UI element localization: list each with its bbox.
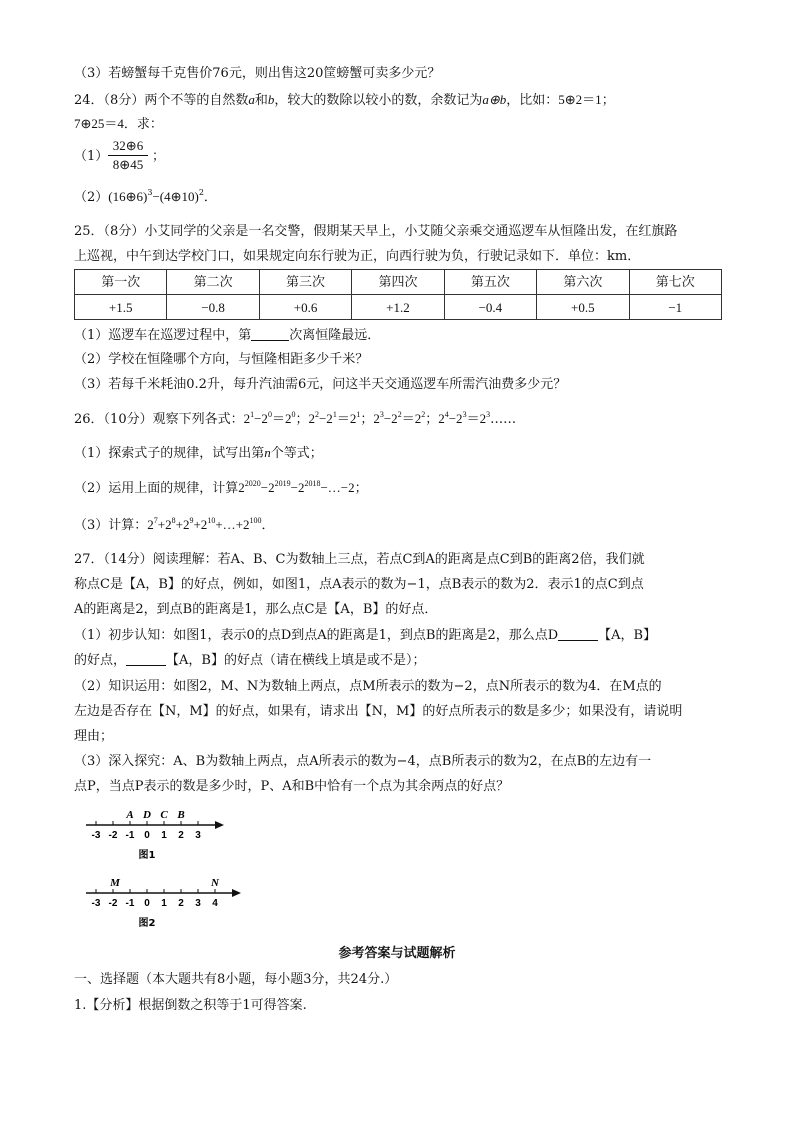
q24-part1-denominator: 8⊕45 [112,157,144,172]
q25-part1-b: 次离恒隆最远． [289,328,381,343]
answer-blank [251,328,289,341]
q27-line7: 左边是否存在【N，M】的好点，如果有，请求出【N，M】的好点所表示的数是多少；如果没有，请说明 [74,704,683,719]
q27-line4: （1）初步认知：如图1，表示0的点D到点A的距离是1，到点B的距离是2，那么点D 【A，B】 [74,628,657,643]
q27-line9: （3）深入探究：A、B为数轴上两点，点A所表示的数为−4，点B所表示的数为2，在点B的左边有一 [74,754,652,769]
q26-eq4: $2^4-2^3=2^3$ [438,410,491,426]
tick-label: 3 [195,830,201,841]
q24-stem [74,93,615,107]
q24-stem-b: 和 [254,93,268,108]
q27-line6: （2）知识运用：如图2，M、N为数轴上两点，点M所表示的数为−2，点N所表示的数为4．在M点的 [74,679,662,694]
q26-eq2: $2^2-2^1=2^1$ [308,410,361,426]
point-label: D [143,809,151,821]
table-header-cell: 第五次 [444,270,536,295]
q24-part2-end: ． [203,190,217,205]
tick-label: 0 [144,898,150,909]
tick-label: -3 [91,898,101,909]
q27-line5: 的好点， 【A，B】的好点（请在横线上填是或不是）； [74,653,426,668]
q24-example1: 5⊕2＝1 [558,92,602,107]
answer-blank [558,628,598,641]
answers-title: 参考答案与试题解析 [338,946,456,961]
tick-label: 2 [178,830,184,841]
table-cell: +1.2 [352,295,444,320]
q24-part1-fraction [108,138,148,173]
table-header-cell: 第三次 [259,270,351,295]
q24-part2-exp1: 3 [147,188,153,197]
q24-example2: 7⊕25＝4 [74,116,124,131]
q25-record-table [74,269,722,320]
q26-stem: 26．（10分）观察下列各式：$2^1-2^0=2^0$；$2^2-2^1=2^1$；$2^3-2^2=2^2$；$2^4-2^3=2^3\dots\dots$ [74,410,517,427]
q24-part2 [74,190,217,204]
table-header-row [75,270,722,295]
tick-label: -2 [108,830,118,841]
tick-label: -1 [125,830,135,841]
table-header-cell: 第二次 [167,270,259,295]
q24-part2-exp2: 2 [198,188,204,197]
table-cell: −0.8 [167,295,259,320]
tick-label: 0 [144,830,150,841]
tick-label: 1 [161,898,167,909]
q27-line2: 称点C是【A，B】的好点，例如，如图1，点A表示的数为−1，点B表示的数为2．表示1的点C到点 [74,577,644,592]
q24-op-expr: a⊕b [482,92,507,107]
q24-part2-expr-b: −(4⊕10) [152,189,199,204]
tick-label: -3 [91,830,101,841]
tick-label: 4 [212,898,218,909]
answers-item-1: 1.【分析】根据倒数之积等于1可得答案. [74,998,307,1013]
q24-part1-end: ； [152,149,166,164]
tick-label: 3 [195,898,201,909]
figure-caption: 图2 [138,918,156,929]
figure-2-number-line [84,873,244,931]
q25-part3: （3）若每千米耗油0.2升，每升汽油需6元，问这半天交通巡逻车所需汽油费多少元？ [74,377,567,392]
table-cell: +0.6 [259,295,351,320]
tick-label: 2 [178,898,184,909]
q24-var-a: a [248,92,255,107]
point-label: M [110,877,120,889]
tick-label: -2 [108,898,118,909]
q26-part1: （1）探索式子的规律，试写出第n个等式； [74,445,323,461]
q27-line8: 理由； [74,729,114,744]
figure-1-number-line [84,805,234,863]
table-header-cell: 第四次 [352,270,444,295]
q25-part2: （2）学校在恒隆哪个方向，与恒隆相距多少千米？ [74,352,369,367]
q26-stem-text: 26．（10分）观察下列各式： [74,412,244,427]
q25-part1-a: （1）巡逻车在巡逻过程中，第 [74,328,252,343]
table-header-cell: 第七次 [629,270,721,295]
q25-part1 [74,328,380,342]
q24-part1-label: （1） [74,149,109,164]
answer-blank [126,653,166,666]
q27-line3: A的距离是2，到点B的距离是1，那么点C是【A，B】的好点． [74,602,438,617]
table-cell: −1 [629,295,721,320]
q26-part3: （3）计算：$2^7+2^8+2^9+2^{10}+\dots+2^{100}$． [74,516,275,533]
tick-label: -1 [125,898,135,909]
point-label: C [160,809,168,821]
q26-part2: （2）运用上面的规律，计算$2^{2020}-2^{2019}-2^{2018}-\dots-2$； [74,479,368,496]
q26-ellipsis: …… [490,412,517,427]
q24-stem-a: 24．（8分）两个不等的自然数 [74,93,249,108]
q24-stem-d: ，比如： [506,93,559,108]
point-label: N [211,877,219,889]
q23-part3: （3）若螃蟹每千克售价76元，则出售这20筐螃蟹可卖多少元？ [74,66,441,81]
q24-stem-line2 [74,117,163,131]
q26-eq1: $2^1-2^0=2^0$ [243,410,296,426]
table-cell: +1.5 [75,295,167,320]
table-cell: +0.5 [537,295,629,320]
point-label: A [126,809,134,821]
q26-eq3: $2^3-2^2=2^2$ [373,410,426,426]
table-cell: −0.4 [444,295,536,320]
table-row [75,295,722,320]
q24-part2-label: （2） [74,190,109,205]
q24-stem-c: ，较大的数除以较小的数，余数记为 [274,93,483,108]
q24-sep: ； [601,93,615,108]
q24-var-b: b [267,92,275,107]
q24-part2-expr-a: (16⊕6) [108,189,148,204]
q27-line10: 点P，当点P表示的数是多少时，P、A和B中恰有一个点为其余两点的好点？ [74,779,510,794]
q25-stem-line1: 25．（8分）小艾同学的父亲是一名交警，假期某天早上，小艾随父亲乘交通巡逻车从恒隆出发，在红旗路 [74,224,678,239]
q24-stem-e: ．求： [123,117,163,132]
table-header-cell: 第一次 [75,270,167,295]
point-label: B [177,809,185,821]
tick-label: 1 [161,830,167,841]
table-header-cell: 第六次 [537,270,629,295]
answers-section-heading: 一、选择题（本大题共有8小题，每小题3分，共24分.） [74,972,398,987]
q27-line1: 27．（14分）阅读理解：若A、B、C为数轴上三点，若点C到A的距离是点C到B的距离2倍，我们就 [74,552,645,567]
fraction-bar [108,155,148,156]
q25-stem-line2: 上巡视，中午到达学校门口，如果规定向东行驶为正，向西行驶为负，行驶记录如下．单位：km． [74,249,641,264]
figure-caption: 图1 [138,850,156,861]
q24-part1-numerator: 32⊕6 [112,138,144,153]
